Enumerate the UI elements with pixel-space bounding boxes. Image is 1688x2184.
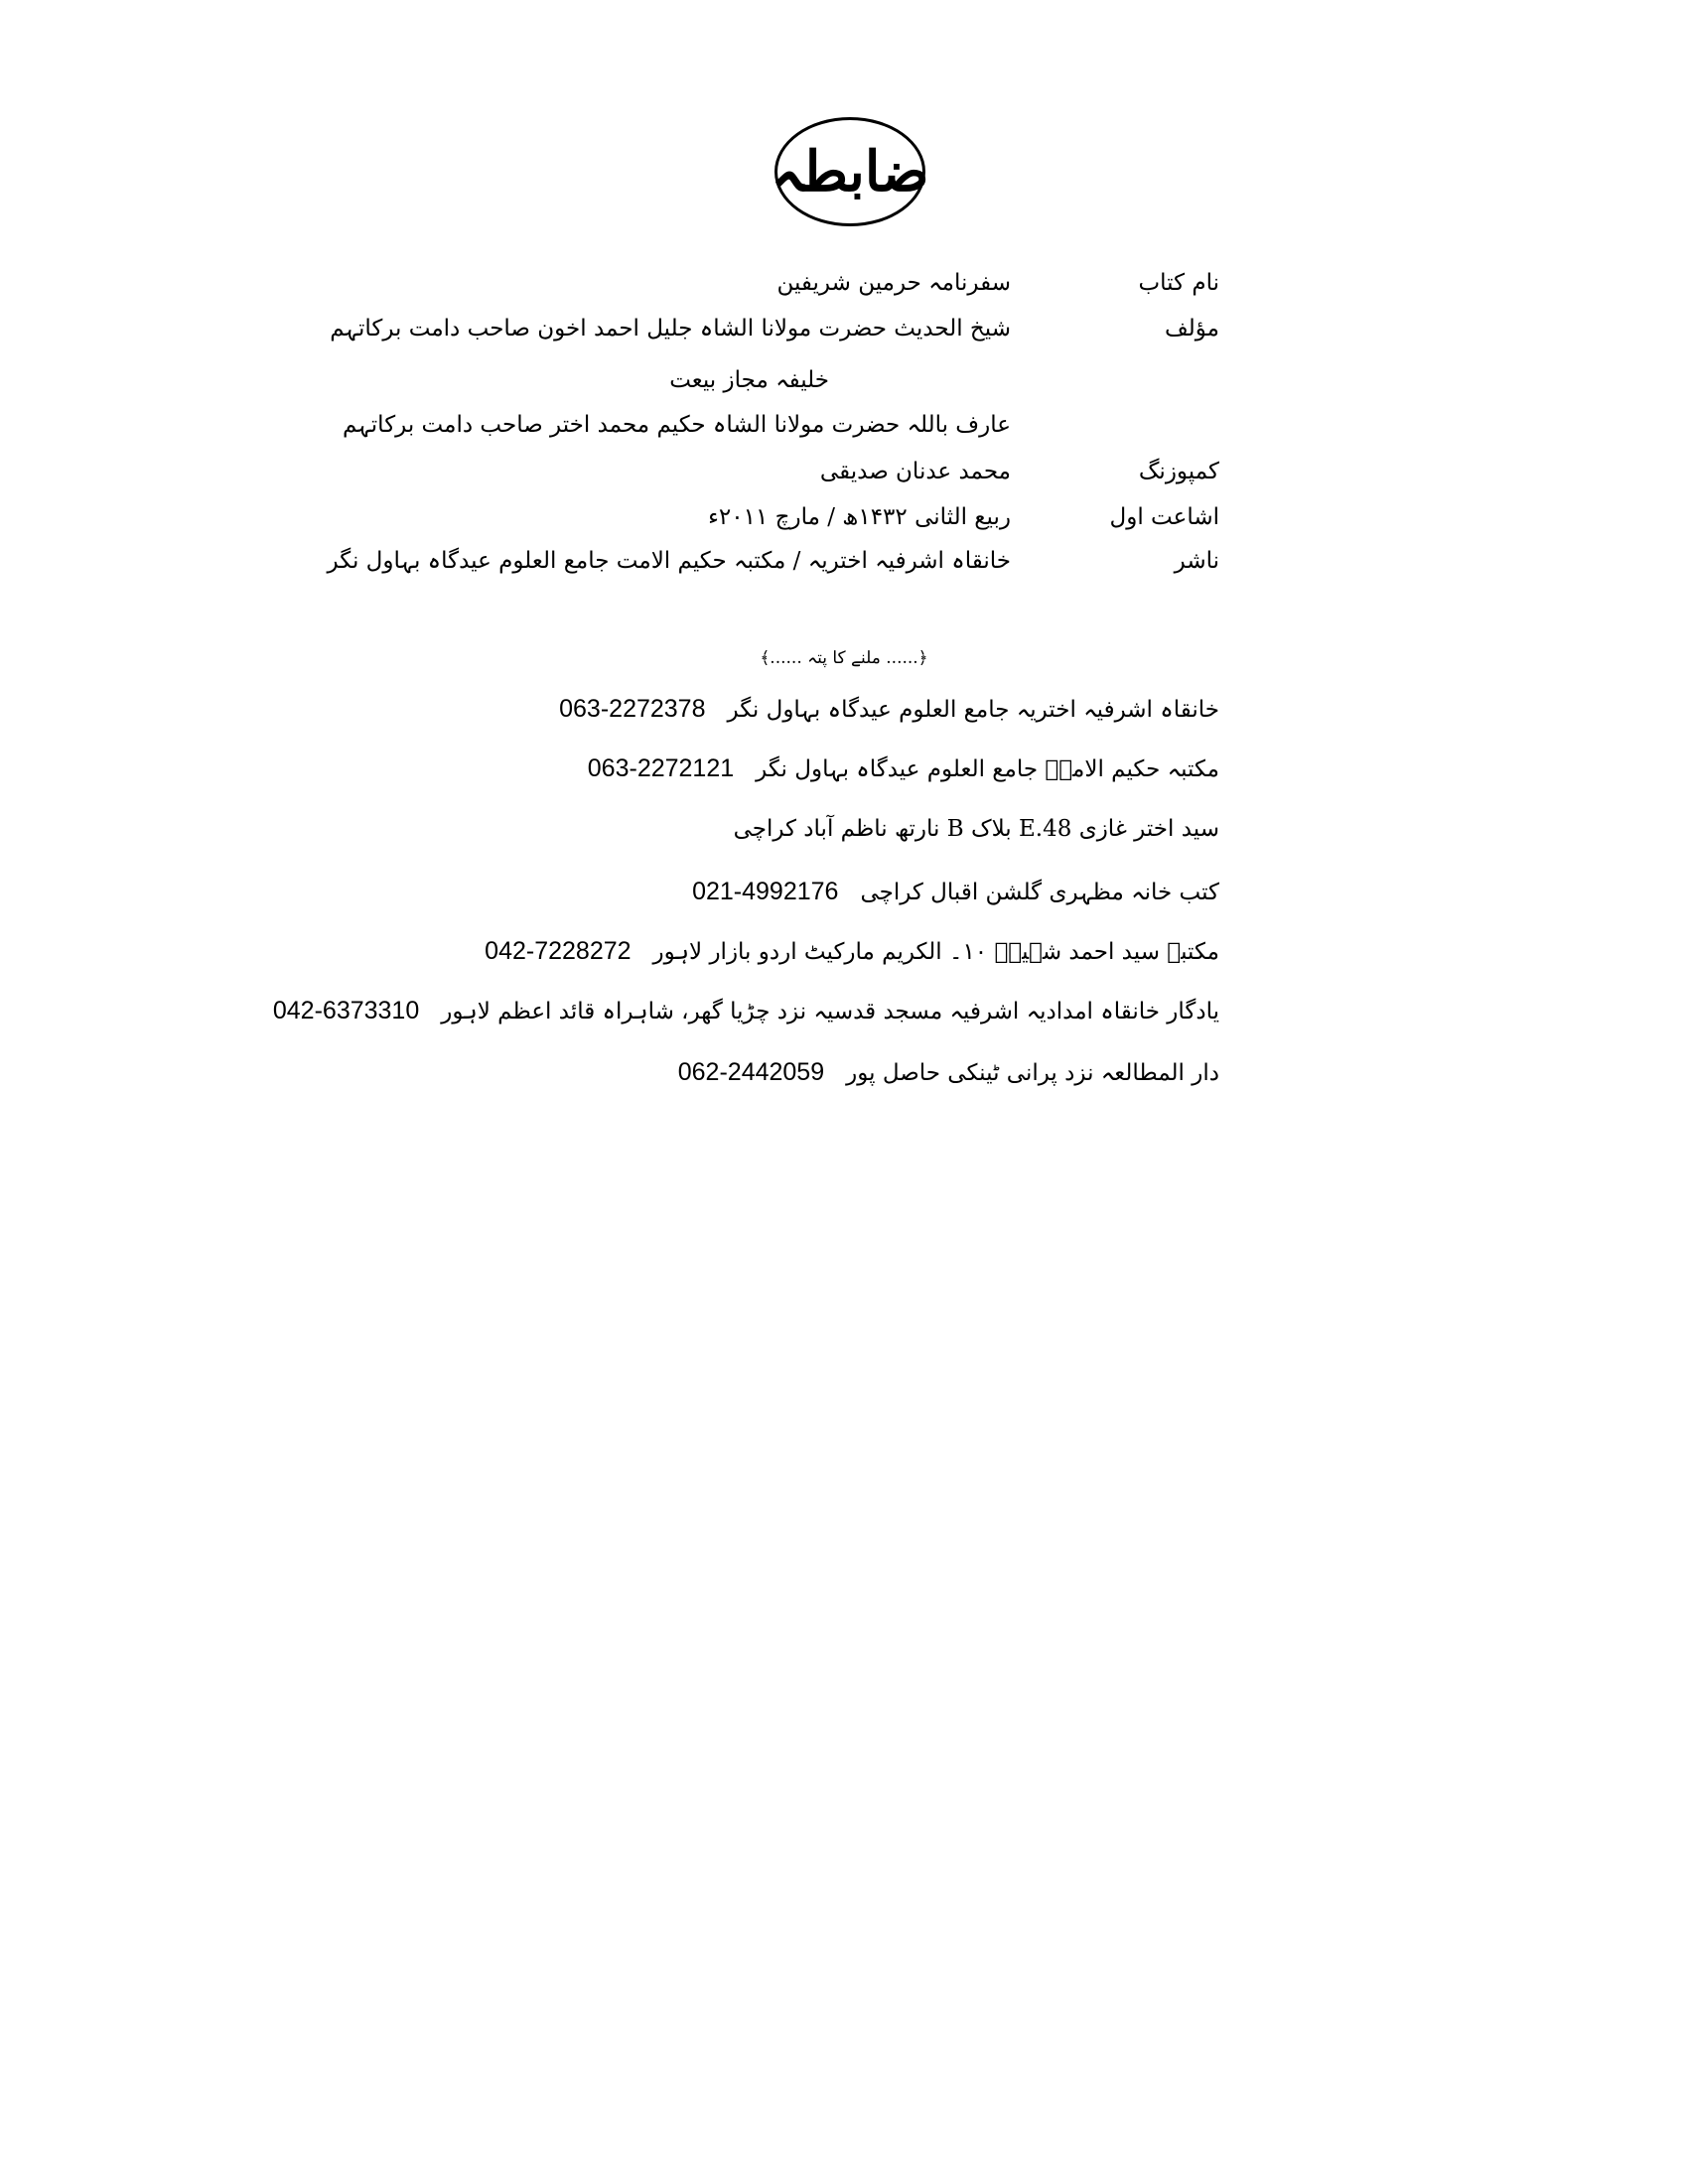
address-phone: 063-2272378	[559, 695, 706, 723]
address-text: مکتبہ سید احمد شہیدؒ ۱۰۔ الکریم مارکیٹ اردو بازار لاہور	[652, 939, 1219, 965]
address-line	[559, 695, 1219, 735]
address-phone: 042-6373310	[272, 997, 420, 1024]
address-text: خانقاہ اشرفیہ اختریہ جامع العلوم عیدگاہ بہاول نگر	[727, 697, 1219, 723]
address-phone: 063-2272121	[587, 754, 735, 782]
address-phone: 042-7228272	[485, 937, 632, 965]
imprint-value: محمد عدنان صدیقی	[819, 459, 1011, 484]
imprint-value: شیخ الحدیث حضرت مولانا الشاہ جلیل احمد اخون صاحب دامت برکاتہم	[330, 316, 1011, 341]
imprint-value: سفرنامہ حرمین شریفین	[776, 270, 1011, 296]
imprint-continuation: خلیفہ مجاز بیعت	[669, 367, 829, 393]
imprint-label: نام کتاب	[1138, 270, 1219, 296]
addresses-heading: ﴿...... ملنے کا پتہ ......﴾	[760, 648, 928, 668]
address-text: یادگار خانقاہ امدادیہ اشرفیہ مسجد قدسیہ نزد چڑیا گھر، شاہراہ قائد اعظم لاہور	[441, 999, 1219, 1024]
address-line	[588, 754, 1219, 794]
imprint-row-composing	[465, 459, 1219, 498]
page-title: ضابطہ	[771, 139, 929, 205]
imprint-label: کمپوزنگ	[1138, 459, 1219, 484]
address-line	[678, 1058, 1219, 1098]
imprint-row-publisher	[327, 548, 1219, 588]
address-text: کتب خانہ مظہری گلشن اقبال کراچی	[860, 880, 1219, 905]
imprint-row-first-edition	[465, 504, 1219, 544]
address-line	[712, 816, 1219, 856]
address-text: سید اختر غازی E.48 بلاک B نارتھ ناظم آباد کراچی	[733, 816, 1219, 842]
address-phone: 062-2442059	[677, 1058, 825, 1086]
imprint-row-author	[330, 316, 1219, 355]
imprint-label: اشاعت اول	[1109, 504, 1219, 530]
address-phone: 021-4992176	[692, 878, 839, 905]
imprint-value: ربیع الثانی ۱۴۳۲ھ / مارچ ۲۰۱۱ء	[708, 504, 1011, 530]
imprint-label: ناشر	[1174, 548, 1219, 574]
address-text: دار المطالعہ نزد پرانی ٹینکی حاصل پور	[846, 1060, 1219, 1086]
address-text: مکتبہ حکیم الامتؒ جامع العلوم عیدگاہ بہاول نگر	[756, 756, 1219, 782]
address-line	[485, 937, 1219, 977]
imprint-continuation: عارف باللہ حضرت مولانا الشاہ حکیم محمد اختر صاحب دامت برکاتہم	[343, 412, 1011, 438]
page-title-oval	[771, 117, 929, 226]
imprint-value: خانقاہ اشرفیہ اختریہ / مکتبہ حکیم الامت جامع العلوم عیدگاہ بہاول نگر	[327, 548, 1011, 574]
address-line	[692, 878, 1219, 917]
imprint-row-book-name	[465, 270, 1219, 310]
imprint-label: مؤلف	[1164, 316, 1219, 341]
address-line	[273, 997, 1219, 1036]
